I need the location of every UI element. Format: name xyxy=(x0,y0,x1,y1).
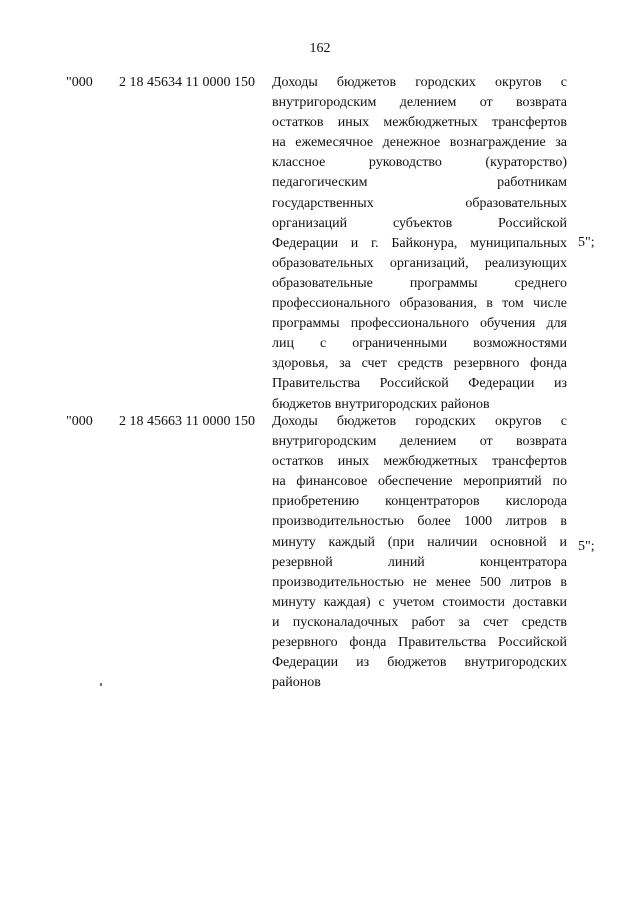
description-line: внутригородским делением от возврата xyxy=(272,95,567,111)
description-line: Доходы бюджетов городских округов с xyxy=(272,75,567,90)
description-line: лиц с ограниченными возможностями xyxy=(272,336,567,352)
description-line: внутригородским делением от возврата xyxy=(272,434,567,450)
description-line: резервного фонда Правительства Российской xyxy=(272,635,567,651)
description-line: Доходы бюджетов городских округов с xyxy=(272,414,567,429)
distribution-norm: 5"; xyxy=(578,539,595,554)
administrator-code: "000 xyxy=(66,75,93,90)
description-line: районов xyxy=(272,675,321,691)
description-line: здоровья, за счет средств резервного фонда xyxy=(272,356,567,372)
distribution-norm: 5"; xyxy=(578,235,595,250)
description-line: профессионального образования, в том числе xyxy=(272,296,567,312)
income-description xyxy=(272,73,567,415)
description-line: приобретению концентраторов кислорода xyxy=(272,494,567,510)
description-line: минуту каждый (при наличии основной и xyxy=(272,534,567,550)
budget-classification-code: 2 18 45634 11 0000 150 xyxy=(119,75,255,90)
description-line: и пусконаладочных работ за счет средств xyxy=(272,614,567,630)
scan-speck xyxy=(100,683,102,686)
description-line: производительностью более 1000 литров в xyxy=(272,514,567,530)
description-line: минуту каждая) с учетом стоимости доставки xyxy=(272,594,567,610)
description-line: классное руководство (кураторство) xyxy=(272,155,567,171)
description-line: программы профессионального обучения для xyxy=(272,316,567,332)
description-line: педагогическим работникам xyxy=(272,175,567,191)
description-line: Федерации и г. Байконура, муниципальных xyxy=(272,235,567,251)
description-line: бюджетов внутригородских районов xyxy=(272,396,490,412)
administrator-code: "000 xyxy=(66,414,93,429)
description-line: резервной линий концентратора xyxy=(272,554,567,570)
description-line: государственных образовательных xyxy=(272,195,567,211)
description-line: Правительства Российской Федерации из xyxy=(272,376,567,392)
description-line: организаций субъектов Российской xyxy=(272,215,567,231)
description-line: образовательные программы среднего xyxy=(272,275,567,291)
description-line: остатков иных межбюджетных трансфертов xyxy=(272,115,567,131)
description-line: на ежемесячное денежное вознаграждение за xyxy=(272,135,567,151)
description-line: Федерации из бюджетов внутригородских xyxy=(272,655,567,671)
description-line: образовательных организаций, реализующих xyxy=(272,255,567,271)
income-description xyxy=(272,412,567,693)
description-line: производительностью не менее 500 литров в xyxy=(272,574,567,590)
description-line: на финансовое обеспечение мероприятий по xyxy=(272,474,567,490)
description-line: остатков иных межбюджетных трансфертов xyxy=(272,454,567,470)
page-number: 162 xyxy=(309,41,331,56)
budget-classification-code: 2 18 45663 11 0000 150 xyxy=(119,414,255,429)
